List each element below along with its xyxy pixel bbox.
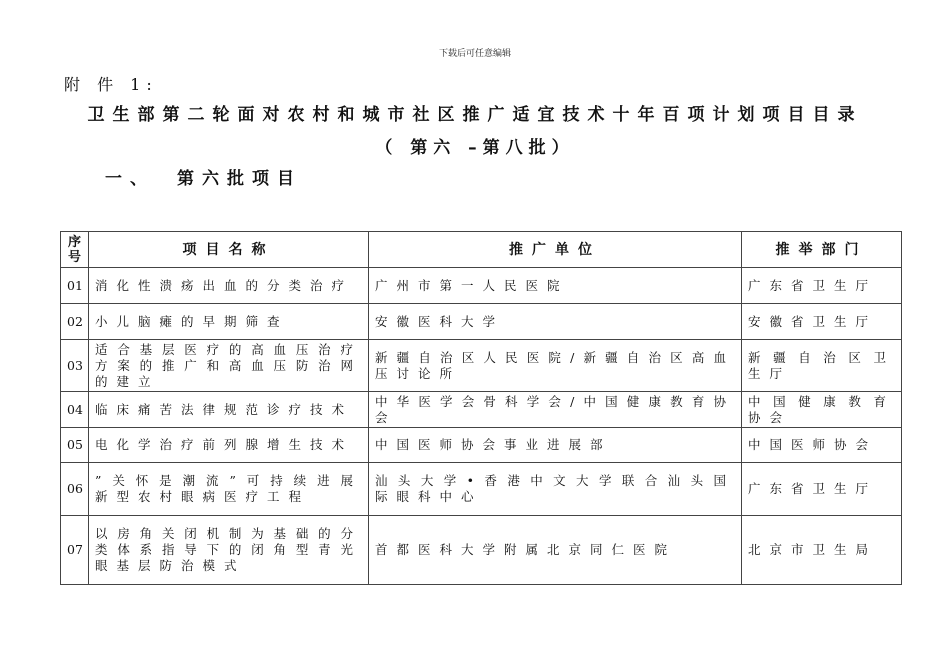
section-number: 一、: [105, 169, 155, 189]
cell-promotion-unit: 新疆自治区人民医院/新疆自治区高血压讨论所: [369, 340, 742, 392]
cell-project-name: 临床痛苦法律规范诊疗技术: [89, 392, 369, 428]
cell-promotion-unit: 安徽医科大学: [369, 304, 742, 340]
projects-table: [60, 231, 902, 585]
cell-promotion-unit: 中国医师协会事业进展部: [369, 428, 742, 463]
attachment-label: 附 件 1:: [64, 75, 158, 94]
table-row: [61, 516, 902, 585]
cell-project-name: ”关怀是潮流”可持续进展新型农村眼病医疗工程: [89, 463, 369, 516]
cell-seq: 06: [61, 463, 89, 516]
section-label: 第六批项目: [177, 169, 302, 189]
table-row: [61, 268, 902, 304]
cell-seq: 05: [61, 428, 89, 463]
section-heading: [105, 164, 302, 189]
cell-recommending-dept: 中国医师协会: [742, 428, 902, 463]
cell-recommending-dept: 广东省卫生厅: [742, 463, 902, 516]
cell-seq: 02: [61, 304, 89, 340]
cell-project-name: 电化学治疗前列腺增生技术: [89, 428, 369, 463]
cell-recommending-dept: 安徽省卫生厅: [742, 304, 902, 340]
cell-project-name: 适合基层医疗的高血压治疗方案的推广和高血压防治网的建立: [89, 340, 369, 392]
table-row: [61, 428, 902, 463]
cell-seq: 04: [61, 392, 89, 428]
document-title: 卫生部第二轮面对农村和城市社区推广适宜技术十年百项计划项目目录: [87, 105, 863, 125]
header-recommending-dept: 推举部门: [742, 232, 902, 268]
cell-promotion-unit: 汕头大学•香港中文大学联合汕头国际眼科中心: [369, 463, 742, 516]
cell-promotion-unit: 中华医学会骨科学会/中国健康教育协会: [369, 392, 742, 428]
cell-recommending-dept: 广东省卫生厅: [742, 268, 902, 304]
cell-recommending-dept: 北京市卫生局: [742, 516, 902, 585]
header-promotion-unit: 推广单位: [369, 232, 742, 268]
table-row: [61, 340, 902, 392]
header-seq: 序号: [61, 232, 89, 268]
header-project-name: 项目名称: [89, 232, 369, 268]
table-row: [61, 392, 902, 428]
header-note: 下载后可任意编辑: [438, 49, 511, 59]
cell-seq: 03: [61, 340, 89, 392]
table-row: [61, 463, 902, 516]
cell-project-name: 小儿脑瘫的早期筛查: [89, 304, 369, 340]
cell-recommending-dept: 中国健康教育协会: [742, 392, 902, 428]
table-header-row: [61, 232, 902, 268]
document-subtitle: （ 第六 –第八批）: [375, 138, 575, 158]
cell-seq: 01: [61, 268, 89, 304]
cell-promotion-unit: 首都医科大学附属北京同仁医院: [369, 516, 742, 585]
cell-seq: 07: [61, 516, 89, 585]
cell-promotion-unit: 广州市第一人民医院: [369, 268, 742, 304]
table-row: [61, 304, 902, 340]
cell-project-name: 消化性溃疡出血的分类治疗: [89, 268, 369, 304]
cell-project-name: 以房角关闭机制为基础的分类体系指导下的闭角型青光眼基层防治模式: [89, 516, 369, 585]
cell-recommending-dept: 新疆自治区卫生厅: [742, 340, 902, 392]
